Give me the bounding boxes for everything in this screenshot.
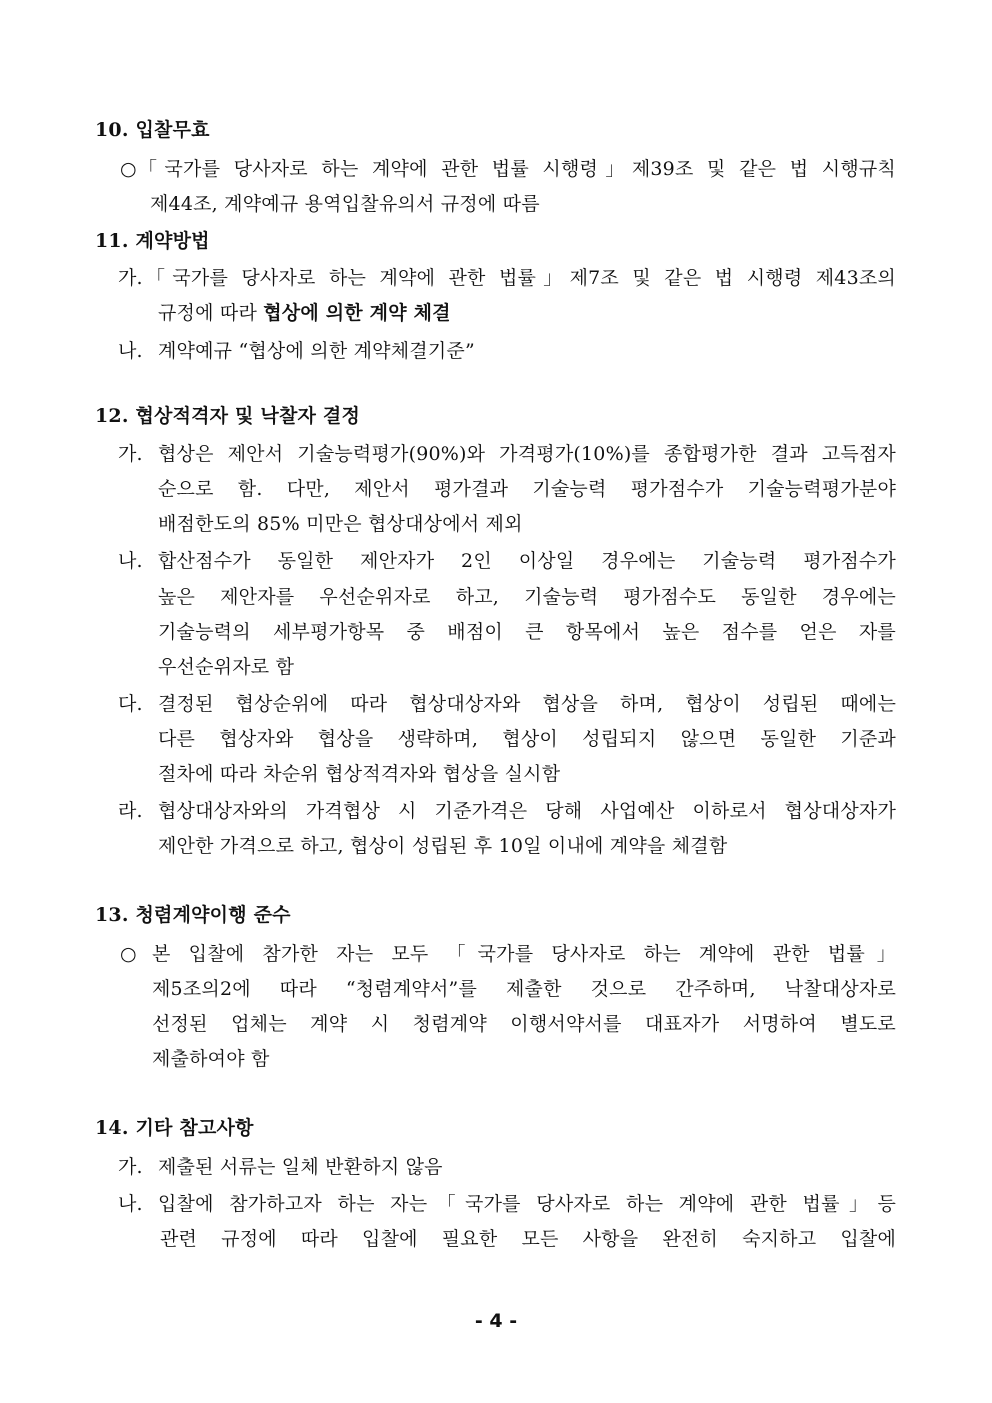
item-marker: 나. [118,550,143,572]
section-12d-text-line-1: 협상대상자와의 가격협상 시 기준가격은 당해 사업예산 이하로서 협상대상자가 [158,800,896,822]
section-heading-11: 11. 계약방법 [95,230,210,252]
item-marker: 나. [118,340,143,362]
item-marker: 다. [118,693,143,715]
section-13-text-line-4: 제출하여야 함 [152,1048,270,1070]
item-marker: 가. [118,267,143,289]
section-12a-text-line-2: 순으로 함. 다만, 제안서 평가결과 기술능력 평가점수가 기술능력평가분야 [158,478,896,500]
section-10-text-line-1: 「국가를 당사자로 하는 계약에 관한 법률 시행령」제39조 및 같은 법 시행규칙 [138,158,896,180]
section-10-text-line-2: 제44조, 계약예규 용역입찰유의서 규정에 따름 [150,193,540,215]
section-13-text-line-1: 본 입찰에 참가한 자는 모두 「국가를 당사자로 하는 계약에 관한 법률」 [152,943,896,965]
bullet-marker: ○ [120,158,137,180]
section-11a-text-line-2 [158,301,451,325]
section-13-text-line-3: 선정된 업체는 계약 시 청렴계약 이행서약서를 대표자가 서명하여 별도로 [152,1013,896,1035]
section-heading-10: 10. 입찰무효 [95,119,210,141]
section-12c-text-line-1: 결정된 협상순위에 따라 협상대상자와 협상을 하며, 협상이 성립된 때에는 [158,693,896,715]
section-heading-14: 14. 기타 참고사항 [95,1117,254,1139]
section-12b-text-line-1: 합산점수가 동일한 제안자가 2인 이상일 경우에는 기술능력 평가점수가 [158,550,896,572]
section-11b-text-line-1: 계약예규 “협상에 의한 계약체결기준” [158,340,475,362]
section-12c-text-line-2: 다른 협상자와 협상을 생략하며, 협상이 성립되지 않으면 동일한 기준과 [158,728,896,750]
item-marker: 라. [118,800,143,822]
section-12c-text-line-3: 절차에 따라 차순위 협상적격자와 협상을 실시함 [158,763,561,785]
section-12d-text-line-2: 제안한 가격으로 하고, 협상이 성립된 후 10일 이내에 계약을 체결함 [158,835,728,857]
item-marker: 가. [118,443,143,465]
section-12a-text-line-3: 배점한도의 85% 미만은 협상대상에서 제외 [158,513,523,535]
section-12a-text-line-1: 협상은 제안서 기술능력평가(90%)와 가격평가(10%)를 종합평가한 결과 고득점자 [158,443,896,465]
section-11a-text-line-1: 「국가를 당사자로 하는 계약에 관한 법률」제7조 및 같은 법 시행령 제43조의 [146,267,896,289]
section-12b-text-line-2: 높은 제안자를 우선순위자로 하고, 기술능력 평가점수도 동일한 경우에는 [158,586,896,608]
item-marker: 나. [118,1193,143,1215]
section-14a-text-line-1: 제출된 서류는 일체 반환하지 않음 [158,1156,443,1178]
section-12b-text-line-4: 우선순위자로 함 [158,656,295,678]
section-11a-text-prefix: 규정에 따라 [158,302,264,324]
section-heading-12: 12. 협상적격자 및 낙찰자 결정 [95,405,361,427]
bullet-marker: ○ [120,943,137,965]
section-14b-text-line-1: 입찰에 참가하고자 하는 자는「국가를 당사자로 하는 계약에 관한 법률」등 [158,1193,896,1215]
page-number: - 4 - [474,1310,518,1332]
section-11a-text-bold: 협상에 의한 계약 체결 [263,302,451,324]
section-14b-text-line-2: 관련 규정에 따라 입찰에 필요한 모든 사항을 완전히 숙지하고 입찰에 [160,1228,896,1250]
section-13-text-line-2: 제5조의2에 따라 “청렴계약서”를 제출한 것으로 간주하며, 낙찰대상자로 [152,978,896,1000]
section-heading-13: 13. 청렴계약이행 준수 [95,904,291,926]
item-marker: 가. [118,1156,143,1178]
section-12b-text-line-3: 기술능력의 세부평가항목 중 배점이 큰 항목에서 높은 점수를 얻은 자를 [158,621,896,643]
